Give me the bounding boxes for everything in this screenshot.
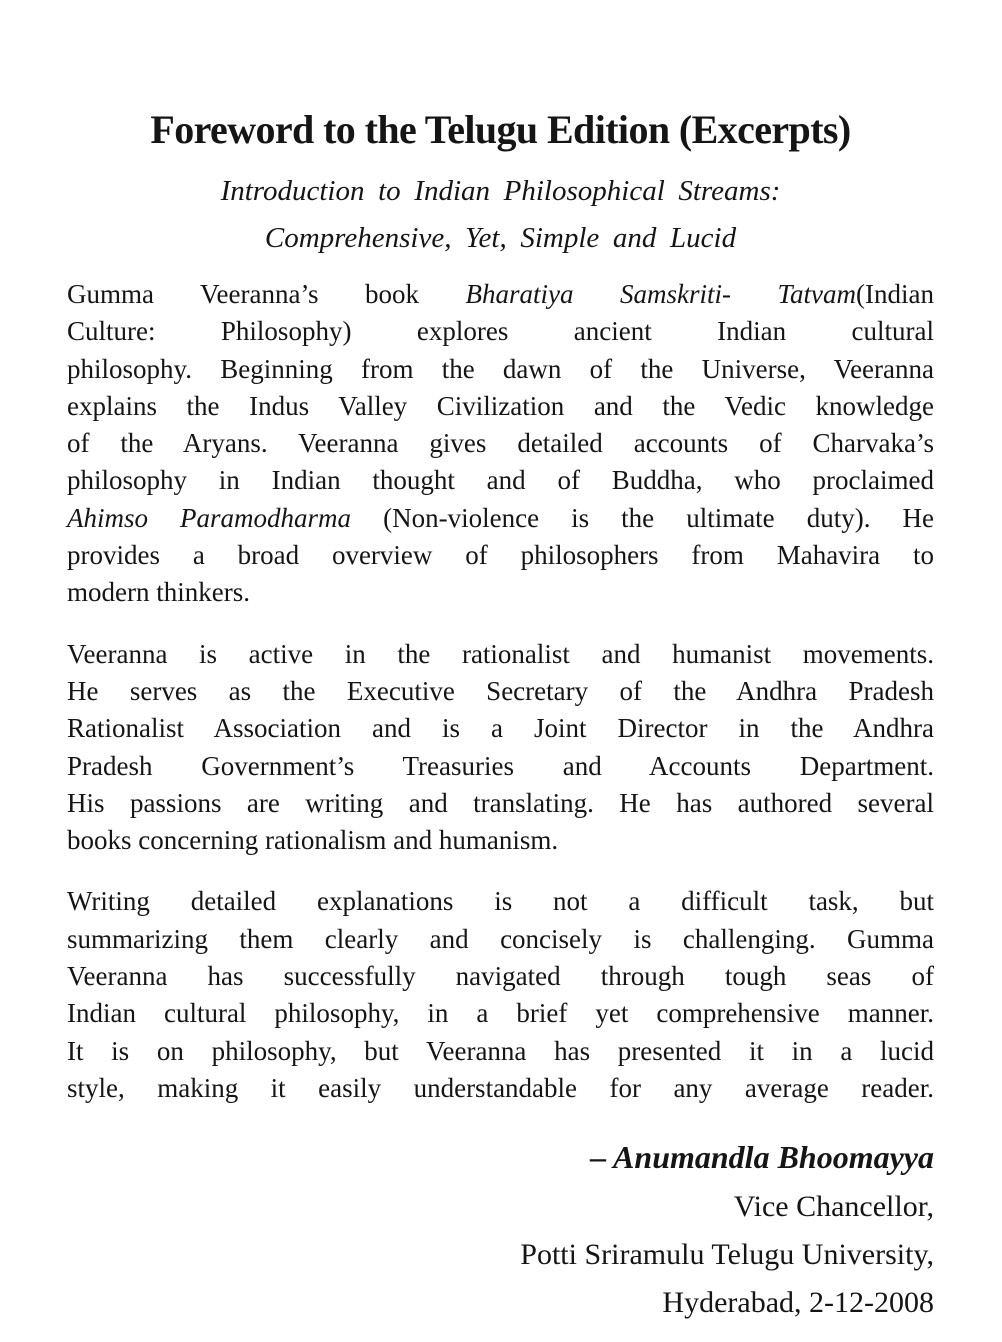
paragraph-line: [67, 958, 934, 995]
text-segment: (Indian: [856, 279, 934, 309]
body-paragraphs: [67, 276, 934, 1107]
paragraph-line: [67, 313, 934, 350]
body-paragraph-1: [67, 276, 934, 612]
text-segment: Pradesh Government’s Treasuries and Accounts Department.: [67, 750, 934, 781]
page-title: Foreword to the Telugu Edition (Excerpts): [150, 107, 851, 152]
text-segment: Veeranna has successfully navigated through tough seas of: [67, 961, 934, 992]
paragraph-line: [67, 462, 934, 499]
paragraph-line: [67, 785, 934, 822]
signature-role: Vice Chancellor,: [733, 1190, 934, 1224]
text-segment: summarizing them clearly and concisely is challenging. Gumma: [67, 923, 934, 954]
paragraph-line: [67, 351, 934, 388]
text-segment: Indian cultural philosophy, in a brief yet comprehensive manner.: [67, 998, 934, 1029]
text-segment: Gumma Veeranna’s book: [67, 279, 466, 309]
signature-block: [67, 1131, 934, 1327]
text-segment: books concerning rationalism and humanism.: [67, 825, 559, 856]
paragraph-line: [67, 425, 934, 462]
text-segment: philosophy in Indian thought and of Buddha, who proclaimed: [67, 465, 934, 496]
paragraph-line: [67, 921, 934, 958]
paragraph-line: [67, 574, 934, 611]
paragraph-line: [67, 388, 934, 425]
text-segment: It is on philosophy, but Veeranna has presented it in a lucid: [67, 1035, 934, 1066]
paragraph-line: [67, 537, 934, 574]
text-segment: Culture: Philosophy) explores ancient Indian cultural: [67, 316, 934, 347]
text-segment: of the Aryans. Veeranna gives detailed accounts of Charvaka’s: [67, 428, 934, 459]
paragraph-line: [67, 883, 934, 920]
paragraph-line: [67, 710, 934, 747]
text-segment: He serves as the Executive Secretary of the Andhra Pradesh: [67, 675, 934, 706]
subtitle: [67, 168, 934, 262]
text-segment: Writing detailed explanations is not a difficult task, but: [67, 886, 934, 917]
signature-university: Potti Sriramulu Telugu University,: [520, 1238, 934, 1272]
paragraph-line: [67, 636, 934, 673]
paragraph-line: [67, 1033, 934, 1070]
signature-name: – Anumandla Bhoomayya: [590, 1139, 934, 1176]
paragraph-line: [67, 822, 934, 859]
text-segment: His passions are writing and translating. He has authored several: [67, 787, 934, 818]
paragraph-line: [67, 673, 934, 710]
text-segment: explains the Indus Valley Civilization and the Vedic knowledge: [67, 390, 934, 421]
body-paragraph-3: [67, 883, 934, 1107]
body-paragraph-2: [67, 636, 934, 860]
text-segment: Bharatiya Samskriti- Tatvam: [465, 279, 857, 309]
paragraph-line: [67, 748, 934, 785]
text-segment: philosophy. Beginning from the dawn of the Universe, Veeranna: [67, 353, 934, 384]
paragraph-line: [67, 995, 934, 1032]
signature-date: Hyderabad, 2-12-2008: [662, 1286, 934, 1320]
text-segment: (Non-violence is the ultimate duty). He: [351, 502, 934, 533]
text-segment: provides a broad overview of philosophers from Mahavira to: [67, 540, 934, 571]
paragraph-line: [67, 500, 934, 537]
text-segment: Rationalist Association and is a Joint Director in the Andhra: [67, 713, 934, 744]
text-segment: Veeranna is active in the rationalist and humanist movements.: [67, 638, 934, 669]
subtitle-line-1: Introduction to Indian Philosophical Streams:: [220, 175, 781, 207]
text-segment: modern thinkers.: [67, 577, 250, 608]
text-segment: Ahimso Paramodharma: [67, 502, 352, 533]
text-segment: style, making it easily understandable for any average reader.: [67, 1072, 934, 1103]
subtitle-line-2: Comprehensive, Yet, Simple and Lucid: [264, 222, 737, 254]
paragraph-line: [67, 1070, 934, 1107]
paragraph-line: [67, 276, 934, 313]
